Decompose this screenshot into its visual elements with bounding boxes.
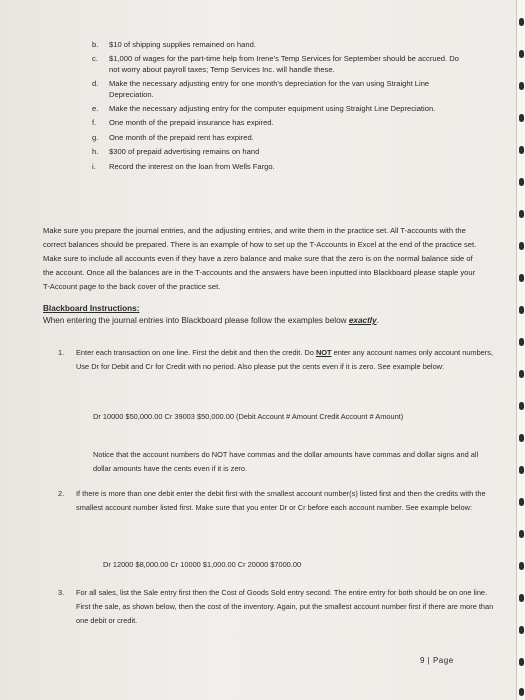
list-marker: b. — [92, 40, 99, 49]
list-item-text: Make the necessary adjusting entry for the computer equipment using Straight Line Depreciation. — [109, 104, 436, 114]
binding-hole — [519, 626, 524, 634]
binding-hole — [519, 146, 524, 154]
list-item — [84, 147, 464, 157]
step-text: For all sales, list the Sale entry first then the Cost of Goods Sold entry second. The entire entry for both should be on one line. First the sale, as shown below, then the cost of the inventory. Again, put the smallest account number first if there are more than one debit or credit. — [76, 588, 494, 625]
binding-hole — [519, 562, 524, 570]
page-number-footer: 9 | Page — [420, 656, 454, 665]
binding-hole — [519, 178, 524, 186]
list-item-text: Record the interest on the loan from Wells Fargo. — [109, 161, 275, 171]
step-item — [58, 586, 498, 628]
binding-hole — [519, 274, 524, 282]
binding-hole — [519, 338, 524, 346]
binding-hole — [519, 82, 524, 90]
binding-hole — [519, 242, 524, 250]
step-text: If there is more than one debit enter the debit first with the smallest account number(s) listed first and then the credits with the smallest account number listed first. Make sure that you enter Dr or Cr before each account number. See example below: — [76, 489, 486, 512]
list-marker: f. — [92, 118, 97, 128]
list-marker: e. — [92, 104, 99, 114]
binding-hole — [519, 594, 524, 602]
list-item — [84, 104, 464, 114]
blackboard-heading: Blackboard Instructions: — [43, 304, 140, 313]
blackboard-intro-end: . — [376, 316, 379, 325]
list-item — [84, 118, 464, 128]
list-marker: c. — [92, 54, 98, 64]
blackboard-intro-text: When entering the journal entries into Blackboard please follow the examples below — [43, 316, 349, 325]
binding-hole — [519, 530, 524, 538]
binding-hole — [519, 466, 524, 474]
step-text: Enter each transaction on one line. First the debit and then the credit. Do — [76, 348, 316, 357]
binding-hole — [519, 498, 524, 506]
journal-example: Dr 12000 $8,000.00 Cr 10000 $1,000.00 Cr 20000 $7000.00 — [103, 560, 302, 569]
step-marker: 3. — [58, 588, 65, 597]
list-item — [84, 54, 464, 75]
binding-edge — [516, 0, 525, 700]
step-marker: 2. — [58, 489, 65, 498]
binding-hole — [519, 402, 524, 410]
blackboard-intro — [43, 316, 379, 325]
binding-hole — [519, 658, 524, 666]
binding-hole — [519, 306, 524, 314]
list-item — [84, 133, 464, 143]
blackboard-intro-emphasis: exactly — [348, 316, 377, 325]
step-item — [58, 346, 498, 374]
step-item — [58, 487, 498, 515]
binding-hole — [519, 50, 524, 58]
binding-hole — [519, 370, 524, 378]
binding-hole — [519, 688, 524, 696]
list-marker: g. — [92, 132, 99, 142]
list-item-text: $1,000 of wages for the part-time help from Irene's Temp Services for September should be accrued. Do not worry about payroll taxes; Temp Services Inc. will handle these. — [109, 54, 459, 74]
list-item — [84, 162, 464, 172]
list-item — [84, 79, 464, 100]
list-item-text: One month of the prepaid rent has expired. — [109, 132, 254, 142]
example-note: Notice that the account numbers do NOT have commas and the dollar amounts have commas and dollar signs and all dollar amounts have the cents even if it is zero. — [93, 450, 479, 473]
list-item-text: One month of the prepaid insurance has expired. — [109, 118, 274, 128]
list-item-text: Make the necessary adjusting entry for one month's depreciation for the van using Straight Line Depreciation. — [109, 79, 430, 99]
step-text-continued: enter any account names only account numbers, Use Dr for Debit and Cr for Credit with no period. Also please put the cents even if it is zero. See example below: — [76, 348, 494, 371]
binding-hole — [519, 434, 524, 442]
step-emphasis: NOT — [315, 348, 332, 357]
binding-hole — [519, 210, 524, 218]
list-item-text: $300 of prepaid advertising remains on hand — [109, 147, 260, 157]
list-marker: h. — [92, 147, 99, 157]
adjustment-list — [84, 40, 464, 176]
instructions-paragraph: Make sure you prepare the journal entries, and the adjusting entries, and write them in the practice set. All T-accounts with the correct balances should be prepared. There is an example of how to set up the T-Accounts in Excel at the end of the practice set. Make sure to include all accounts even if they have a zero balance and make sure that the zero is on the normal balance side of the account. Once all the balances are in the T-accounts and the answers have been inputted into Blackboard please staple your T-Account page to the back cover of the practice set. — [43, 226, 477, 291]
list-marker: d. — [92, 79, 99, 89]
binding-hole — [519, 18, 524, 26]
step-marker: 1. — [58, 348, 65, 357]
list-item — [84, 40, 464, 50]
list-item-text: $10 of shipping supplies remained on hand. — [109, 40, 256, 49]
journal-example: Dr 10000 $50,000.00 Cr 39003 $50,000.00 (Debit Account # Amount Credit Account # Amount) — [93, 412, 404, 421]
list-marker: i. — [92, 161, 96, 171]
binding-hole — [519, 114, 524, 122]
